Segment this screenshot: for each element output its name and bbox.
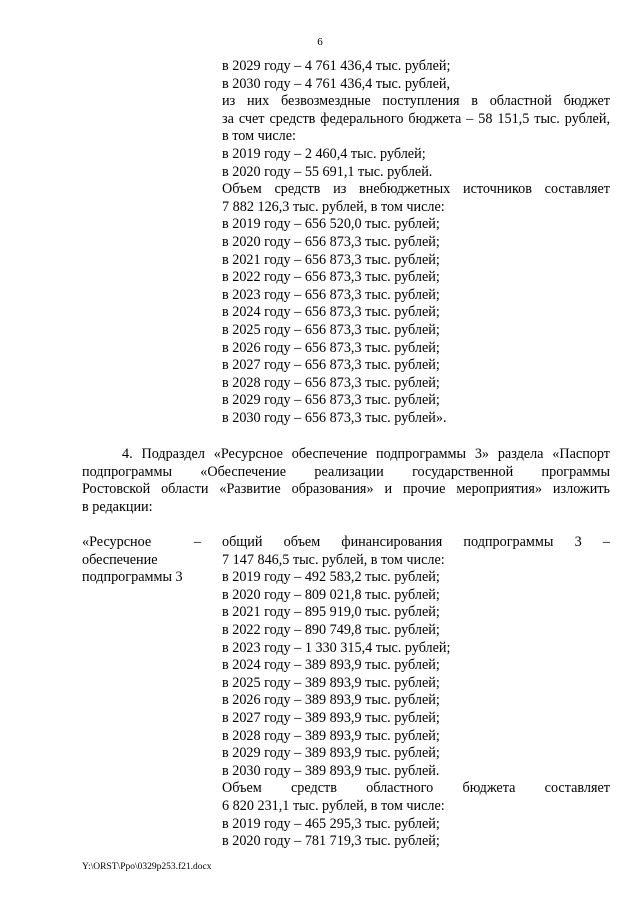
text-line: 7 147 846,5 тыс. рублей, в том числе:	[222, 551, 445, 568]
text-line: в 2019 году – 2 460,4 тыс. рублей;	[222, 145, 426, 162]
text-line: в 2024 году – 656 873,3 тыс. рублей;	[222, 304, 440, 321]
text-line: в 2022 году – 890 749,8 тыс. рублей;	[222, 621, 440, 638]
text-line: в 2027 году – 656 873,3 тыс. рублей;	[222, 357, 440, 374]
text-line: общий объем финансирования подпрограммы 3 –	[222, 534, 610, 550]
text-line: подпрограммы 3	[82, 569, 183, 586]
text-line: в 2019 году – 465 295,3 тыс. рублей;	[222, 815, 440, 832]
text-line: в 2029 году – 389 893,9 тыс. рублей;	[222, 745, 440, 762]
text-line: в редакции:	[82, 498, 153, 515]
resource-funding-block	[222, 534, 610, 851]
text-line: в 2026 году – 389 893,9 тыс. рублей;	[222, 692, 440, 709]
text-line: в 2026 году – 656 873,3 тыс. рублей;	[222, 339, 440, 356]
text-line: подпрограммы «Обеспечение реализации государственной программы	[82, 463, 610, 480]
label-dash: –	[194, 534, 202, 550]
text-line: в 2020 году – 809 021,8 тыс. рублей;	[222, 586, 440, 603]
text-line: в 2025 году – 389 893,9 тыс. рублей;	[222, 674, 440, 691]
text-line: в 2029 году – 656 873,3 тыс. рублей;	[222, 392, 440, 409]
text-line: в 2029 году – 4 761 436,4 тыс. рублей;	[222, 58, 451, 74]
text-line: в 2022 году – 656 873,3 тыс. рублей;	[222, 269, 440, 286]
text-line: в 2028 году – 389 893,9 тыс. рублей;	[222, 727, 440, 744]
text-line: в 2019 году – 656 520,0 тыс. рублей;	[222, 216, 440, 233]
text-line: 7 882 126,3 тыс. рублей, в том числе:	[222, 198, 445, 215]
text-line: в 2025 году – 656 873,3 тыс. рублей;	[222, 321, 440, 338]
text-line: Объем средств областного бюджета составляет	[222, 780, 610, 797]
text-line: в 2020 году – 781 719,3 тыс. рублей;	[222, 833, 440, 850]
text-line: обеспечение	[82, 551, 158, 568]
text-line: в 2020 году – 55 691,1 тыс. рублей.	[222, 163, 433, 180]
text-line: в 2030 году – 389 893,9 тыс. рублей.	[222, 762, 440, 779]
resource-label	[82, 534, 212, 587]
text-line: 4. Подраздел «Ресурсное обеспечение подпрограммы 3» раздела «Паспорт	[122, 446, 610, 462]
text-line: Объем средств из внебюджетных источников составляет	[222, 181, 610, 198]
text-line: в 2021 году – 656 873,3 тыс. рублей;	[222, 251, 440, 268]
text-line: из них безвозмездные поступления в областной бюджет	[222, 93, 610, 110]
text-line: в 2027 году – 389 893,9 тыс. рублей;	[222, 709, 440, 726]
text-line: в том числе:	[222, 128, 296, 145]
text-line: в 2030 году – 656 873,3 тыс. рублей».	[222, 409, 447, 426]
page-number: 6	[317, 36, 323, 48]
text-line: в 2019 году – 492 583,2 тыс. рублей;	[222, 569, 440, 586]
footer-file-path: Y:\ORST\Ppo\0329p253.f21.docx	[82, 862, 212, 872]
text-line: 6 820 231,1 тыс. рублей, в том числе:	[222, 797, 445, 814]
text-line: в 2021 году – 895 919,0 тыс. рублей;	[222, 604, 440, 621]
text-line: за счет средств федерального бюджета – 58 151,5 тыс. рублей,	[222, 110, 610, 127]
text-line: Ростовской области «Развитие образования» и прочие мероприятия» изложить	[82, 481, 610, 498]
text-line: в 2030 году – 4 761 436,4 тыс. рублей,	[222, 75, 451, 92]
text-line: в 2023 году – 656 873,3 тыс. рублей;	[222, 286, 440, 303]
text-line: в 2028 году – 656 873,3 тыс. рублей;	[222, 374, 440, 391]
text-line: в 2024 году – 389 893,9 тыс. рублей;	[222, 657, 440, 674]
text-line: «Ресурсное	[82, 534, 152, 550]
top-funding-block	[222, 58, 610, 427]
text-line: в 2020 году – 656 873,3 тыс. рублей;	[222, 233, 440, 250]
paragraph-4	[82, 446, 610, 516]
text-line: в 2023 году – 1 330 315,4 тыс. рублей;	[222, 639, 451, 656]
